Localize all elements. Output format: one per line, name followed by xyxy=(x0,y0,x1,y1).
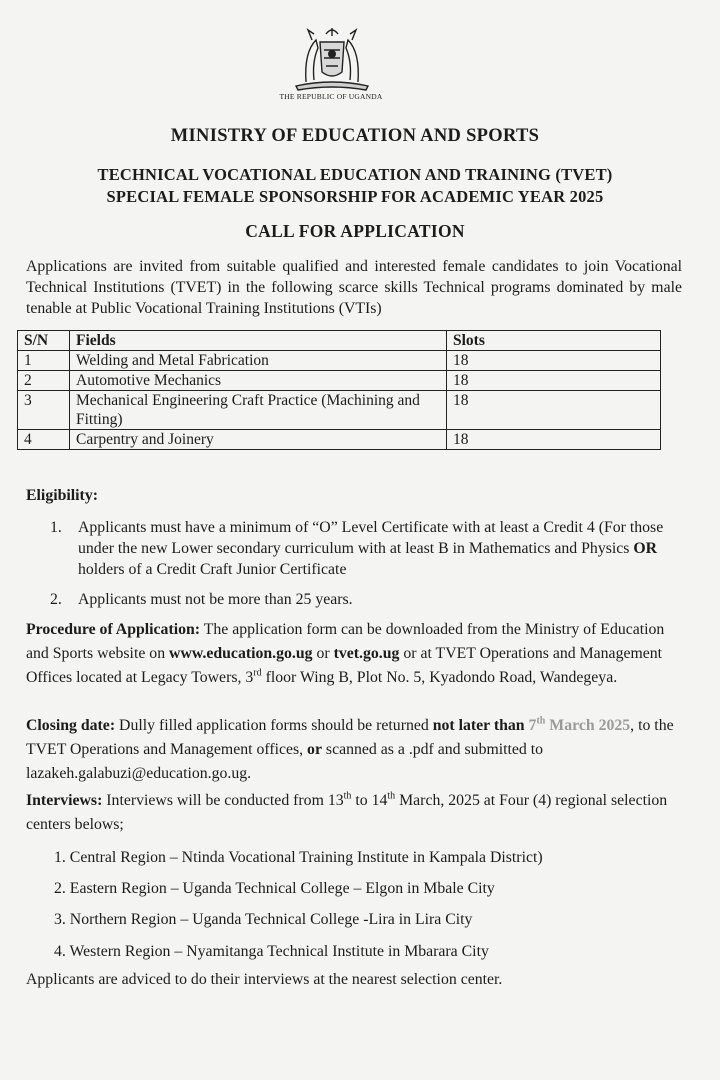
list-item: 2. Eastern Region – Uganda Technical College – Elgon in Mbale City xyxy=(54,880,495,897)
closing-text-3: scanned as a .pdf and submitted to lazakeh.galabuzi@education.go.ug. xyxy=(26,741,544,782)
advice-note: Applicants are adviced to do their interviews at the nearest selection center. xyxy=(26,971,503,988)
cell-field: Mechanical Engineering Craft Practice (Machining and Fitting) xyxy=(70,391,447,430)
eligibility-text-cont: holders of a Credit Craft Junior Certificate xyxy=(78,561,347,578)
list-item xyxy=(50,517,682,580)
cell-slots: 18 xyxy=(447,391,661,430)
procedure-or: or xyxy=(312,645,334,662)
website-link-tvet[interactable]: tvet.go.ug xyxy=(333,645,400,662)
table-row xyxy=(18,391,661,430)
header-slots: Slots xyxy=(447,331,661,351)
table-row xyxy=(18,430,661,450)
date-sup-1: th xyxy=(343,790,352,802)
interviews-paragraph xyxy=(26,789,684,837)
ministry-title: MINISTRY OF EDUCATION AND SPORTS xyxy=(170,126,540,146)
procedure-paragraph xyxy=(26,618,684,690)
cell-sn: 1 xyxy=(18,351,70,371)
list-number: 1. xyxy=(50,519,62,536)
list-item xyxy=(50,589,682,610)
procedure-text: The application form can be downloaded from the Ministry of Education and Sports website on xyxy=(26,621,665,662)
eligibility-heading: Eligibility: xyxy=(26,487,98,504)
closing-text: Dully filled application forms should be returned xyxy=(115,717,433,734)
list-item: 1. Central Region – Ntinda Vocational Training Institute in Kampala District) xyxy=(54,849,543,866)
cell-slots: 18 xyxy=(447,351,661,371)
deadline-date-day: 7 xyxy=(524,717,537,734)
programs-table xyxy=(17,330,661,450)
interviews-text-3: March, 2025 at Four (4) regional selection centers belows; xyxy=(26,792,668,833)
cell-field: Automotive Mechanics xyxy=(70,371,447,391)
deadline-phrase: not later than xyxy=(432,717,525,734)
eligibility-list xyxy=(50,517,682,580)
table-row xyxy=(18,371,661,391)
program-title xyxy=(0,164,710,208)
closing-or: or xyxy=(307,741,322,758)
procedure-heading: Procedure of Application: xyxy=(26,621,201,638)
uganda-coat-of-arms-emblem xyxy=(282,22,382,94)
cell-sn: 2 xyxy=(18,371,70,391)
intro-paragraph: Applications are invited from suitable qualified and interested female candidates to join Vocational Technical Institutions (TVET) in the following scarce skills Technical programs dominated by male tenable at Public Vocational Training Institutions (VTIs) xyxy=(26,258,682,317)
website-link-education[interactable]: www.education.go.ug xyxy=(169,645,313,662)
deadline-date-rest: March 2025 xyxy=(545,717,631,734)
interviews-text: Interviews will be conducted from 13 xyxy=(102,792,344,809)
interviews-heading: Interviews: xyxy=(26,792,103,809)
cell-field: Welding and Metal Fabrication xyxy=(70,351,447,371)
table-row xyxy=(18,351,661,371)
closing-text-2: , to the TVET Operations and Management offices, xyxy=(26,717,674,758)
eligibility-list-2 xyxy=(50,589,682,610)
cell-field: Carpentry and Joinery xyxy=(70,430,447,450)
header-fields: Fields xyxy=(70,331,447,351)
call-for-application-heading: CALL FOR APPLICATION xyxy=(245,221,465,241)
crest-caption: THE REPUBLIC OF UGANDA xyxy=(279,92,383,101)
table-header-row xyxy=(18,331,661,351)
eligibility-text: Applicants must have a minimum of “O” Level Certificate with at least a Credit 4 (For those under the new Lower secondary curriculum with at least B in Mathematics and Physics xyxy=(78,519,664,557)
cell-sn: 3 xyxy=(18,391,70,430)
program-title-line-1: TECHNICAL VOCATIONAL EDUCATION AND TRAINING (TVET) xyxy=(97,165,613,184)
closing-date-heading: Closing date: xyxy=(26,717,116,734)
program-title-line-2: SPECIAL FEMALE SPONSORSHIP FOR ACADEMIC YEAR 2025 xyxy=(106,187,604,206)
cell-slots: 18 xyxy=(447,430,661,450)
list-number: 2. xyxy=(50,591,62,608)
closing-date-paragraph xyxy=(26,714,684,786)
or-keyword: OR xyxy=(633,540,658,557)
cell-slots: 18 xyxy=(447,371,661,391)
header-sn: S/N xyxy=(18,331,70,351)
interviews-text-2: to 14 xyxy=(351,792,388,809)
list-item: 3. Northern Region – Uganda Technical College -Lira in Lira City xyxy=(54,911,473,928)
floor-superscript: rd xyxy=(253,667,262,679)
procedure-text-3: floor Wing B, Plot No. 5, Kyadondo Road, Wandegeya. xyxy=(261,669,618,686)
procedure-text-2: or at TVET Operations and Management Offices located at Legacy Towers, 3 xyxy=(26,645,663,686)
cell-sn: 4 xyxy=(18,430,70,450)
deadline-date-sup: th xyxy=(536,715,546,727)
eligibility-text: Applicants must not be more than 25 years. xyxy=(78,591,353,608)
list-item: 4. Western Region – Nyamitanga Technical Institute in Mbarara City xyxy=(54,943,489,960)
date-sup-2: th xyxy=(387,790,396,802)
